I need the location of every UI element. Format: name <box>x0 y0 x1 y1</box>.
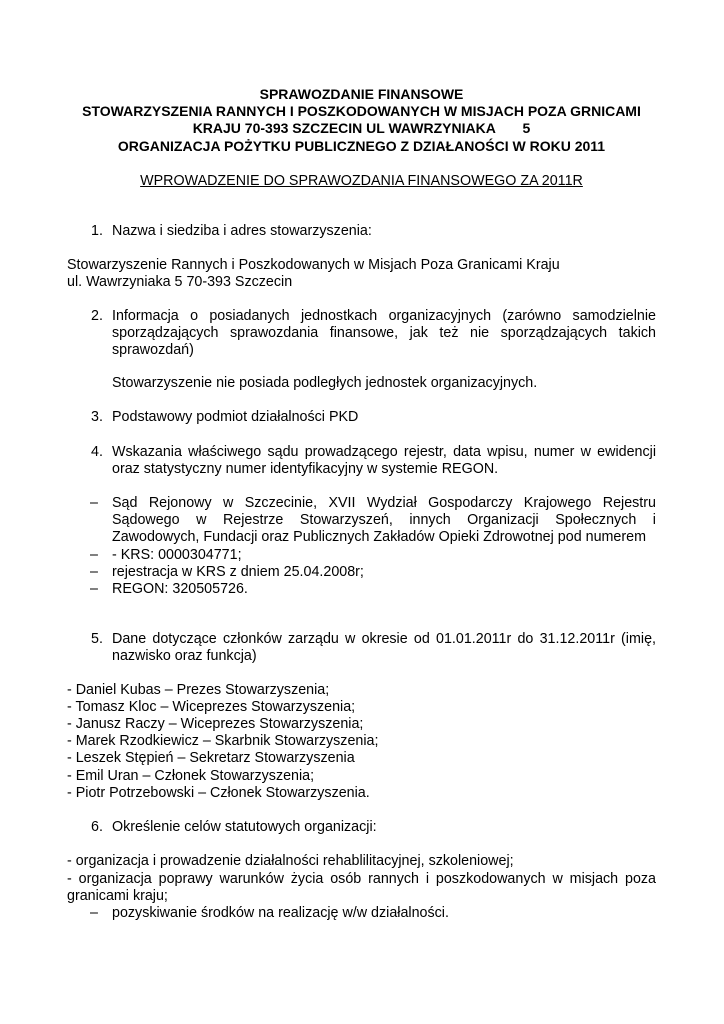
section-5-heading <box>67 631 656 665</box>
title-line-2: STOWARZYSZENIA RANNYCH I POSZKODOWANYCH W MISJACH POZA GRNICAMI <box>82 103 641 120</box>
title-line-1: SPRAWOZDANIE FINANSOWE <box>259 86 464 102</box>
document-page <box>67 86 656 922</box>
section-3-heading <box>67 409 656 426</box>
section-6-heading <box>67 819 656 836</box>
section-1-number: 1. <box>91 223 103 240</box>
list-item: - Piotr Potrzebowski – Członek Stowarzyszenia. <box>67 784 370 801</box>
section-4-heading-text: Wskazania właściwego sądu prowadzącego rejestr, data wpisu, numer w ewidencji oraz statystyczny numer identyfikacyjny w systemie REGON. <box>112 443 656 477</box>
registry-item <box>67 495 656 547</box>
document-title <box>67 86 656 155</box>
association-name: Stowarzyszenie Rannych i Poszkodowanych w Misjach Poza Granicami Kraju <box>67 257 560 274</box>
list-item: - Tomasz Kloc – Wiceprezes Stowarzyszenia; <box>67 698 356 715</box>
registry-item <box>67 581 656 598</box>
document-subtitle: WPROWADZENIE DO SPRAWOZDANIA FINANSOWEGO ZA 2011R <box>140 172 583 189</box>
list-item: - Marek Rzodkiewicz – Skarbnik Stowarzyszenia; <box>67 733 379 750</box>
section-3-number: 3. <box>91 409 103 426</box>
list-item: - Emil Uran – Członek Stowarzyszenia; <box>67 767 315 784</box>
section-6-heading-text: Określenie celów statutowych organizacji: <box>112 819 377 836</box>
krs-number: - KRS: 0000304771; <box>112 546 242 563</box>
board-members-list <box>67 682 656 802</box>
goal-item <box>67 905 656 922</box>
section-3-heading-text: Podstawowy podmiot działalności PKD <box>112 409 359 426</box>
section-2-number: 2. <box>91 307 103 324</box>
section-5-number: 5. <box>91 631 103 648</box>
goal-item: - organizacja i prowadzenie działalności rehablilitacyjnej, szkoleniowej; <box>67 853 514 870</box>
title-line-4: ORGANIZACJA POŻYTKU PUBLICZNEGO Z DZIAŁANOŚCI W ROKU 2011 <box>117 137 606 154</box>
bullet-dash: – <box>90 581 98 598</box>
section-4-number: 4. <box>91 443 103 460</box>
section-2-body: Stowarzyszenie nie posiada podległych jednostek organizacyjnych. <box>112 375 538 392</box>
section-2-heading-text: Informacja o posiadanych jednostkach organizacyjnych (zarówno samodzielnie sporządzających sprawozdania finansowe, jak też nie sporządzających takich sprawozdań) <box>112 307 656 359</box>
section-1-heading-text: Nazwa i siedziba i adres stowarzyszenia: <box>112 223 372 240</box>
section-5-heading-text: Dane dotyczące członków zarządu w okresie od 01.01.2011r do 31.12.2011r (imię, nazwisko oraz funkcja) <box>112 631 656 665</box>
regon-number: REGON: 320505726. <box>112 581 248 598</box>
section-4-heading <box>67 444 656 478</box>
title-line-3: KRAJU 70-393 SZCZECIN UL WAWRZYNIAKA 5 <box>192 120 531 137</box>
krs-registration-date: rejestracja w KRS z dniem 25.04.2008r; <box>112 563 364 580</box>
list-item: - Leszek Stępień – Sekretarz Stowarzyszenia <box>67 750 355 767</box>
list-item: - Janusz Raczy – Wiceprezes Stowarzyszenia; <box>67 716 364 733</box>
section-6-number: 6. <box>91 819 103 836</box>
goal-item: - organizacja poprawy warunków życia osób rannych i poszkodowanych w misjach poza granicami kraju; <box>67 870 656 904</box>
bullet-dash: – <box>90 563 98 580</box>
section-2-heading <box>67 308 656 360</box>
bullet-dash: – <box>90 546 98 563</box>
bullet-dash: – <box>90 495 98 512</box>
registry-court-text: Sąd Rejonowy w Szczecinie, XVII Wydział Gospodarczy Krajowego Rejestru Sądowego w Rejestrze Stowarzyszeń, innych Organizacji Społecznych i Zawodowych, Fundacji oraz Publicznych Zakładów Opieki Zdrowotnej pod numerem <box>112 495 656 546</box>
registry-item <box>67 564 656 581</box>
section-1-heading <box>67 223 656 240</box>
goal-text: pozyskiwanie środków na realizację w/w działalności. <box>112 904 449 921</box>
list-item: - Daniel Kubas – Prezes Stowarzyszenia; <box>67 681 330 698</box>
registry-item <box>67 547 656 564</box>
bullet-dash: – <box>90 904 98 921</box>
association-address: ul. Wawrzyniaka 5 70-393 Szczecin <box>67 274 293 291</box>
